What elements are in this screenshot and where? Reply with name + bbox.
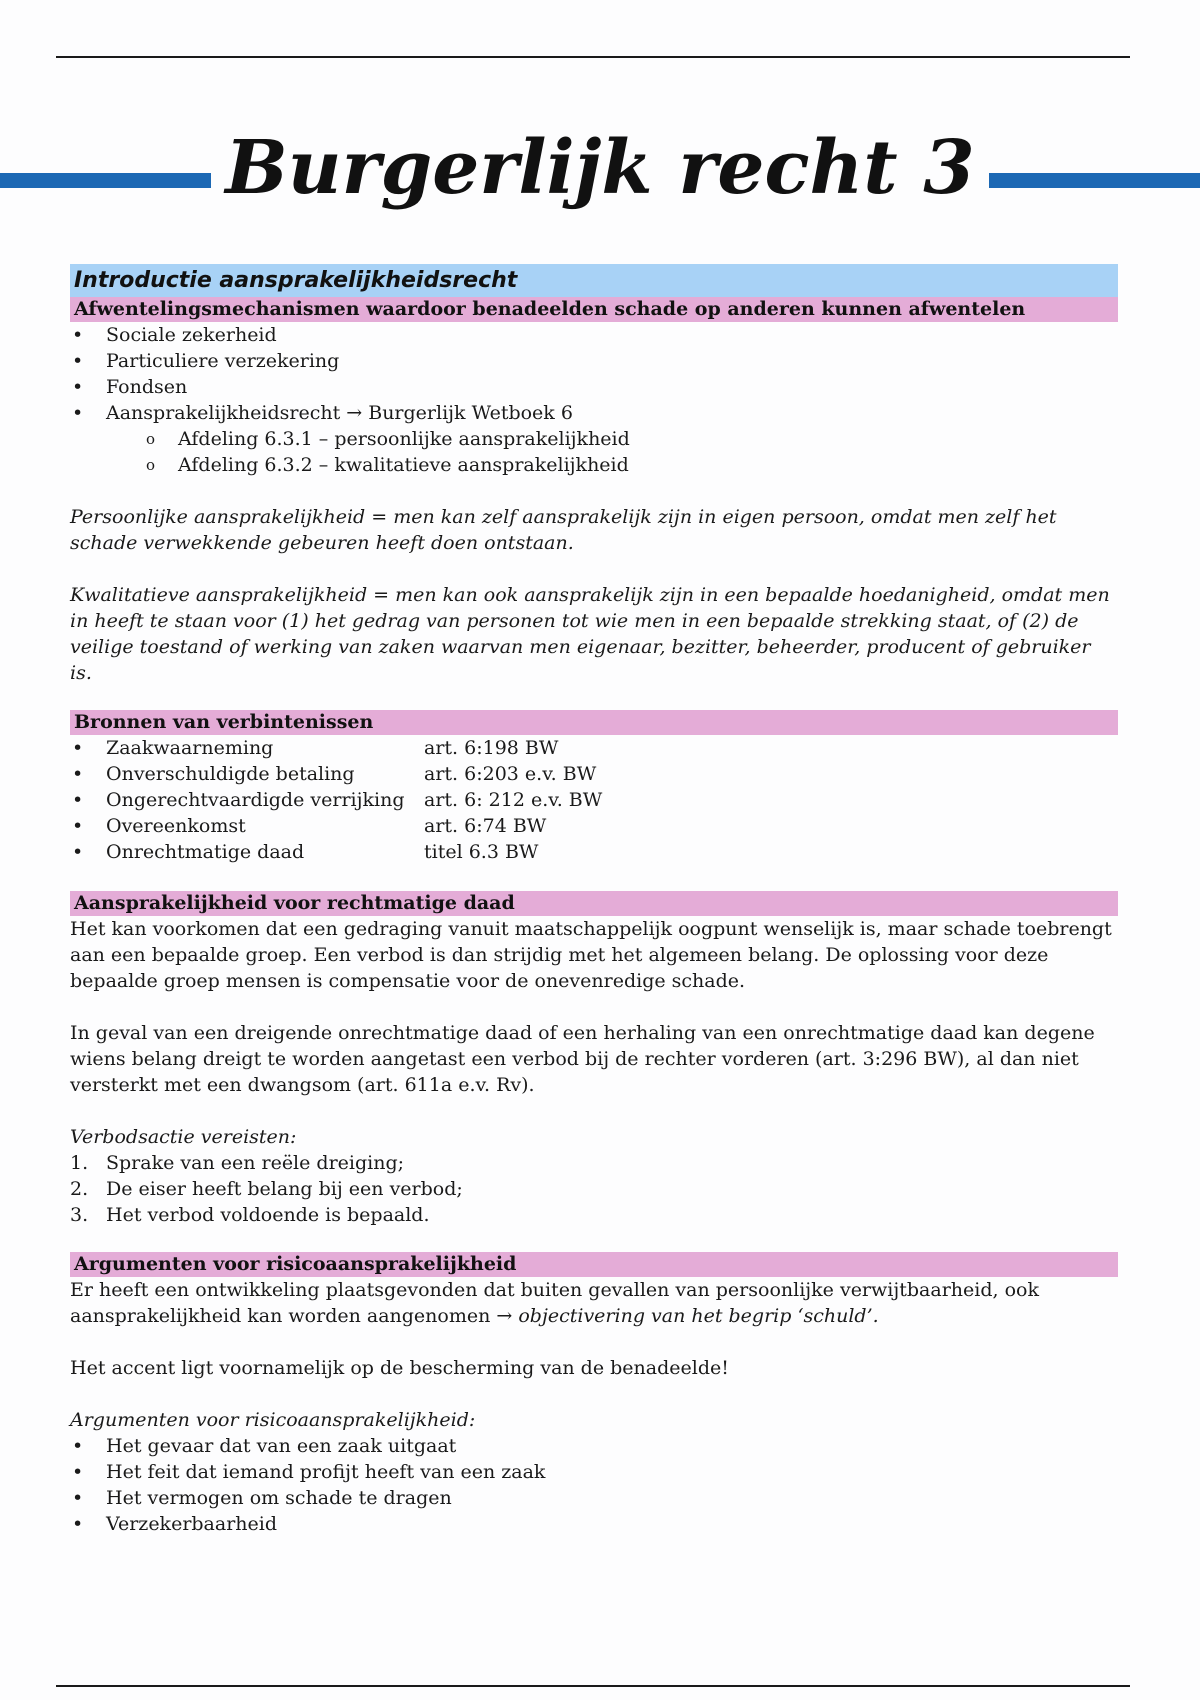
document-body: [70, 264, 1118, 1537]
list-item: 1. Sprake van een reële dreiging;: [70, 1152, 405, 1174]
definition-qualitative: Kwalitatieve aansprakelijkheid = men kan ook aansprakelijk zijn in een bepaalde hoedanigheid, omdat men in heeft te staan voor (1) het gedrag van personen tot wie men in een bepaalde strekking staat, of (2) de veilige toestand of werking van zaken waarvan men eigenaar, bezitter, beheerder, producent of gebruiker is.: [70, 584, 1110, 684]
section-heading-rechtmatige-daad: Aansprakelijkheid voor rechtmatige daad: [70, 891, 1118, 916]
list-item: 2. De eiser heeft belang bij een verbod;: [70, 1178, 463, 1200]
list-item: • Ongerechtvaardigde verrijking art. 6: 212 e.v. BW: [70, 787, 1118, 813]
arguments-list: [70, 1433, 1118, 1537]
list-item: • Zaakwaarneming art. 6:198 BW: [70, 735, 1118, 761]
section-heading-bronnen: Bronnen van verbintenissen: [70, 710, 1118, 735]
list-item: o Afdeling 6.3.1 – persoonlijke aansprakelijkheid: [70, 426, 1118, 452]
list-item: • Aansprakelijkheidsrecht → Burgerlijk Wetboek 6: [70, 400, 1118, 426]
requirements-list: [70, 1150, 1118, 1228]
paragraph: In geval van een dreigende onrechtmatige daad of een herhaling van een onrechtmatige daad kan degene wiens belang dreigt te worden aangetast een verbod bij de rechter vorderen (art. 3:296 BW), al dan niet versterkt met een dwangsom (art. 611a e.v. Rv).: [70, 1022, 1095, 1096]
list-item: • Het feit dat iemand profijt heeft van een zaak: [70, 1459, 1118, 1485]
list-item: • Overeenkomst art. 6:74 BW: [70, 813, 1118, 839]
list-title: Argumenten voor risicoaansprakelijkheid:: [70, 1409, 476, 1431]
page-title: Burgerlijk recht 3: [0, 118, 1200, 218]
section-heading-risico: Argumenten voor risicoaansprakelijkheid: [70, 1252, 1118, 1277]
list-item: • Onverschuldigde betaling art. 6:203 e.v. BW: [70, 761, 1118, 787]
section-heading-intro: Introductie aansprakelijkheidsrecht: [70, 264, 1118, 297]
list-item: o Afdeling 6.3.2 – kwalitatieve aansprakelijkheid: [70, 452, 1118, 478]
definition-personal: Persoonlijke aansprakelijkheid = men kan zelf aansprakelijk zijn in eigen persoon, omdat men zelf het schade verwekkende gebeuren heeft doen ontstaan.: [70, 506, 1057, 554]
list-item: • Sociale zekerheid: [70, 322, 1118, 348]
sources-list: [70, 735, 1118, 865]
subheading-afwenteling: Afwentelingsmechanismen waardoor benadeelden schade op anderen kunnen afwentelen: [70, 297, 1118, 322]
list-item: • Het vermogen om schade te dragen: [70, 1485, 1118, 1511]
paragraph: Het accent ligt voornamelijk op de bescherming van de benadeelde!: [70, 1357, 729, 1379]
list-item: • Particuliere verzekering: [70, 348, 1118, 374]
bullet-list-mechanisms: [70, 322, 1118, 426]
paragraph: Het kan voorkomen dat een gedraging vanuit maatschappelijk oogpunt wenselijk is, maar schade toebrengt aan een bepaalde groep. Een verbod is dan strijdig met het algemeen belang. De oplossing voor deze bepaalde groep mensen is compensatie voor de onevenredige schade.: [70, 918, 1112, 992]
list-item: 3. Het verbod voldoende is bepaald.: [70, 1204, 430, 1226]
list-title: Verbodsactie vereisten:: [70, 1126, 297, 1148]
bottom-rule: [56, 1685, 1130, 1687]
list-item: • Het gevaar dat van een zaak uitgaat: [70, 1433, 1118, 1459]
top-rule: [56, 56, 1130, 58]
list-item: • Onrechtmatige daad titel 6.3 BW: [70, 839, 1118, 865]
sub-bullet-list: [70, 426, 1118, 478]
paragraph: Er heeft een ontwikkeling plaatsgevonden dat buiten gevallen van persoonlijke verwijtbaarheid, ook aansprakelijkheid kan worden aangenomen → objectivering van het begrip ‘schuld’.: [70, 1279, 1039, 1327]
list-item: • Verzekerbaarheid: [70, 1511, 1118, 1537]
list-item: • Fondsen: [70, 374, 1118, 400]
